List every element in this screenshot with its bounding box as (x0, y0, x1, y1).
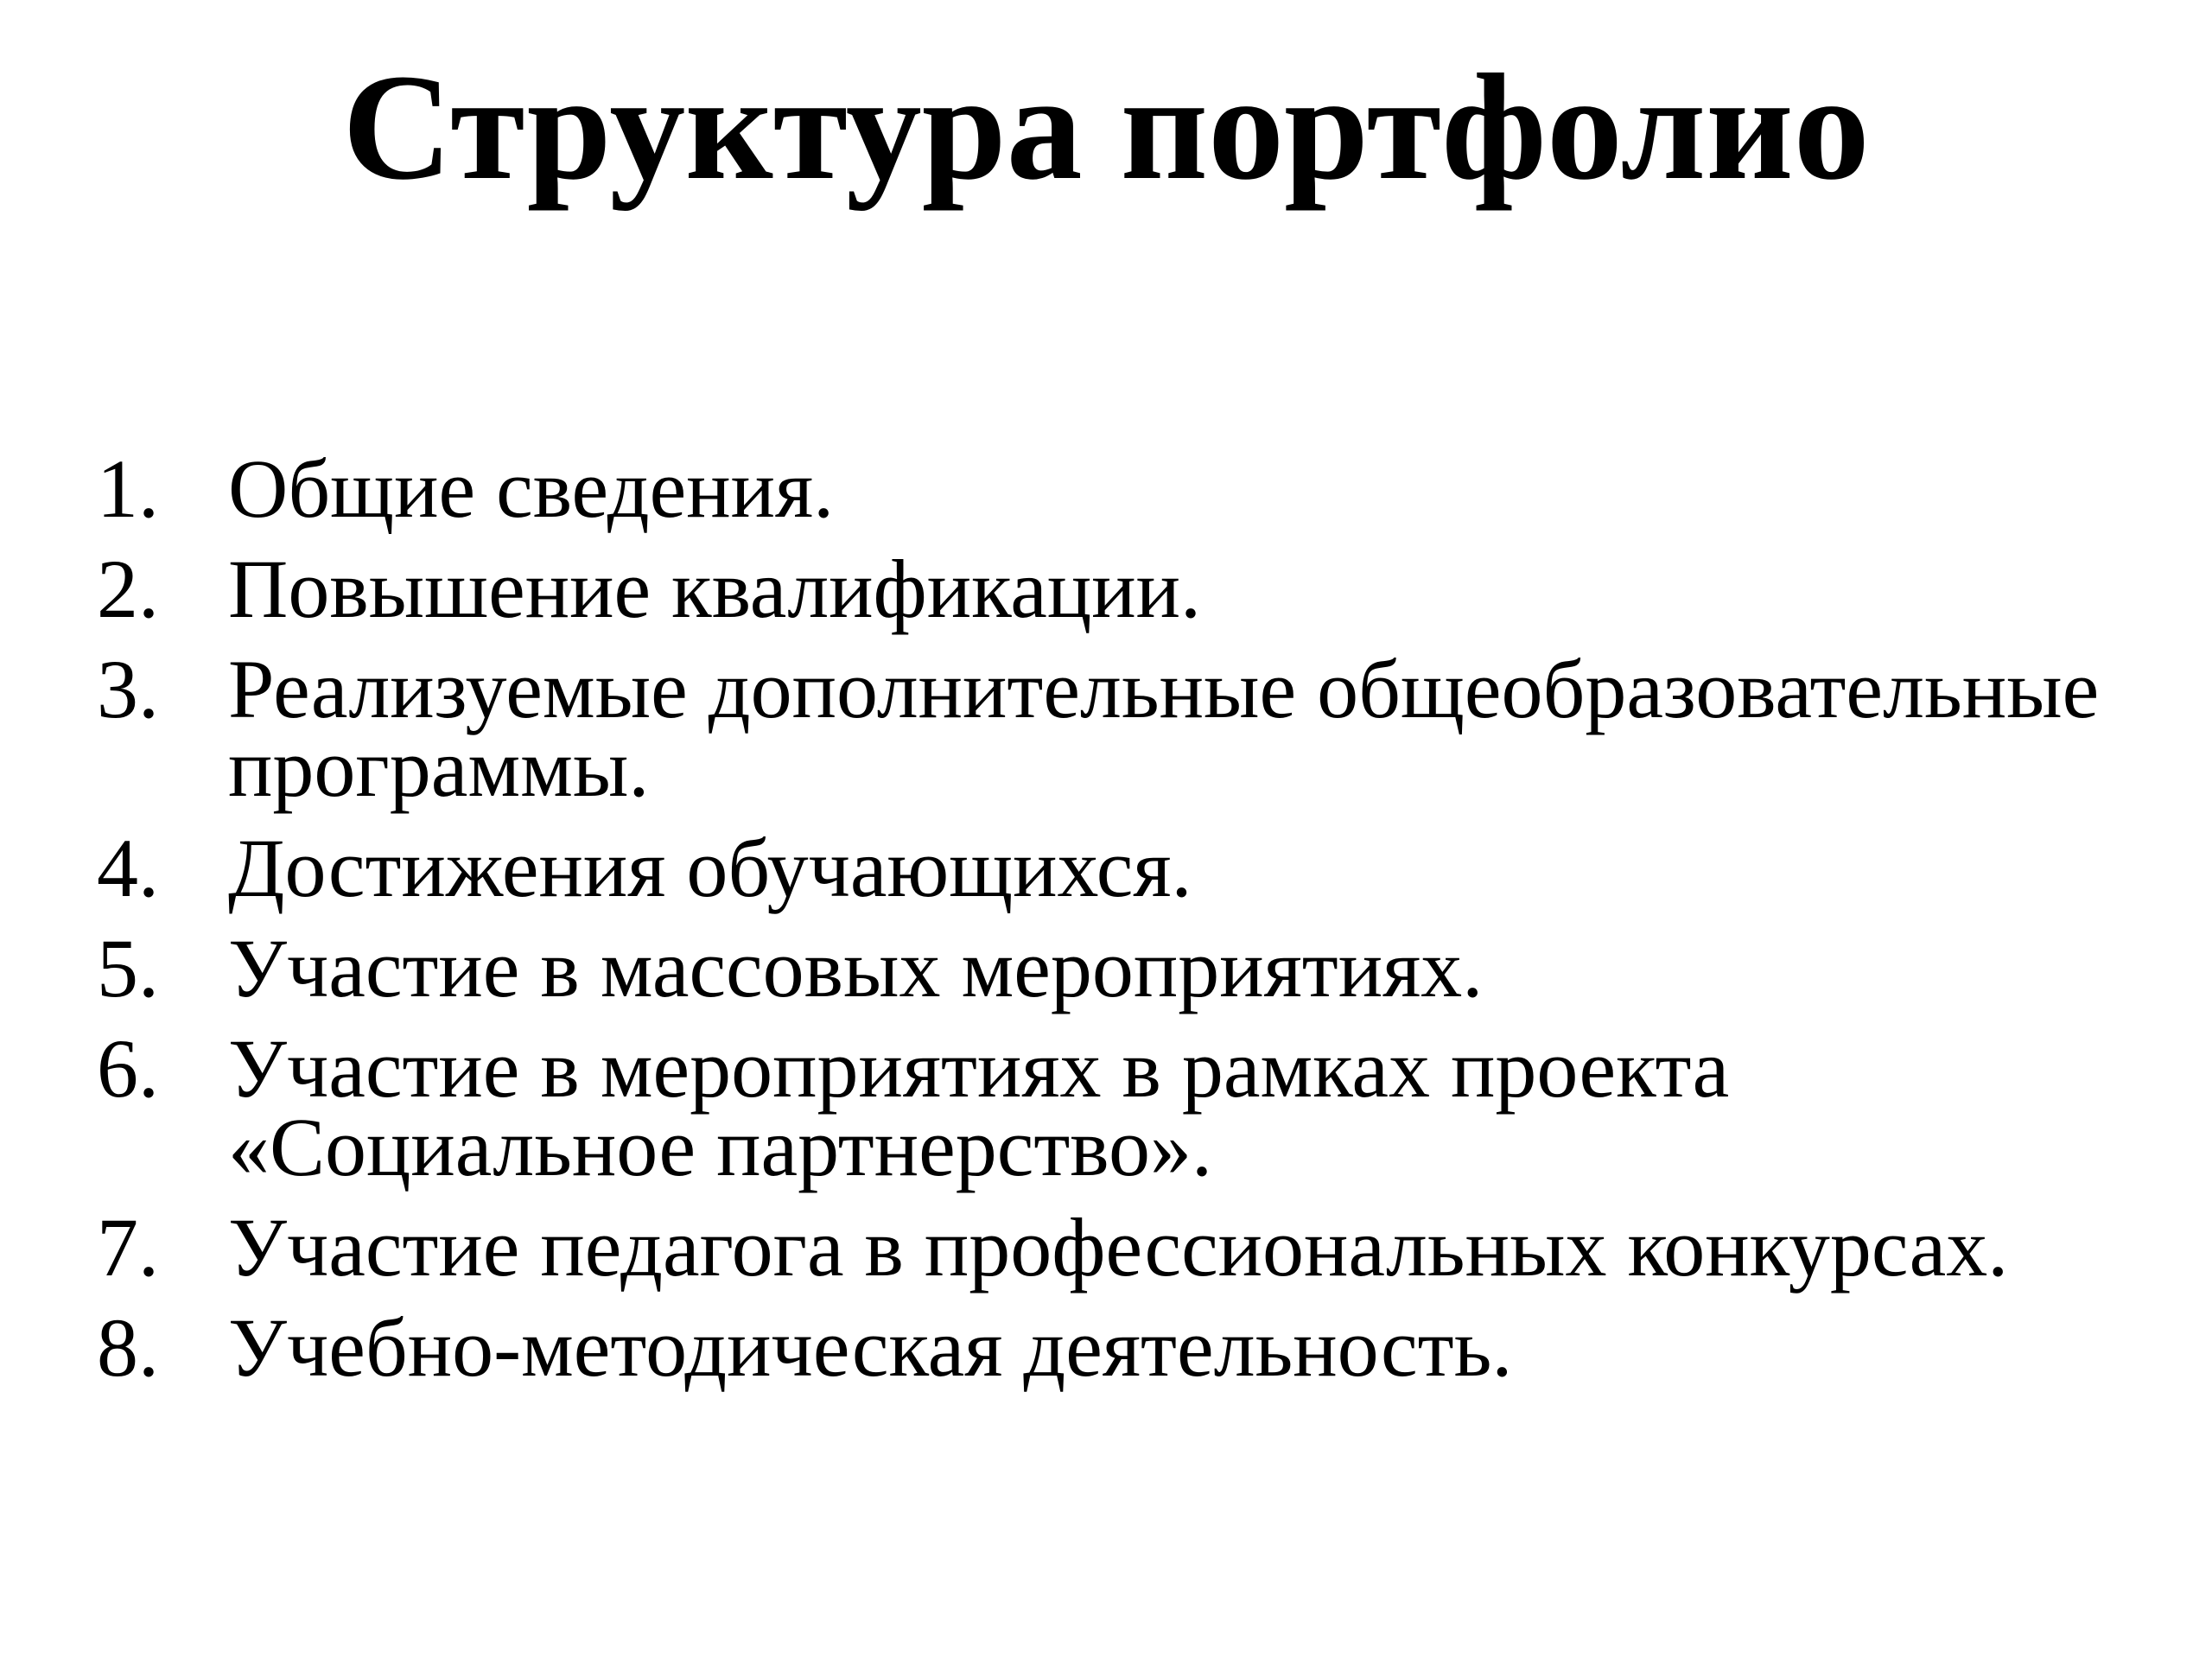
list-item-number: 5. (97, 922, 159, 1014)
list-item-text: Достижения обучающихся. (228, 822, 1192, 914)
list-item (97, 922, 2171, 1014)
slide-title: Структура портфолио (342, 43, 1870, 212)
portfolio-structure-list (97, 442, 2171, 1408)
list-item (97, 822, 2171, 914)
list-item-number: 1. (97, 442, 159, 535)
list-item-number: 8. (97, 1301, 159, 1394)
list-item-number: 7. (97, 1201, 159, 1294)
list-item-number: 3. (97, 643, 159, 735)
list-item-text: Реализуемые дополнительные общеобразовательные программы. (228, 643, 2100, 814)
list-item (97, 1201, 2171, 1294)
list-item-text: Общие сведения. (228, 442, 835, 535)
list-item-text: Участие в массовых мероприятиях. (228, 922, 1484, 1014)
list-item-number: 4. (97, 822, 159, 914)
list-item-number: 6. (97, 1022, 159, 1115)
list-item-text: Участие в мероприятиях в рамках проекта «Социальное партнерство». (228, 1022, 1730, 1193)
list-item (97, 1301, 2171, 1394)
list-item (97, 643, 2171, 814)
list-item-number: 2. (97, 543, 159, 635)
list-item (97, 1022, 2171, 1193)
list-item-text: Учебно-методическая деятельность. (228, 1301, 1513, 1394)
list-item (97, 442, 2171, 535)
list-item (97, 543, 2171, 635)
list-item-text: Участие педагога в профессиональных конкурсах. (228, 1201, 2009, 1294)
list-item-text: Повышение квалификации. (228, 543, 1201, 635)
